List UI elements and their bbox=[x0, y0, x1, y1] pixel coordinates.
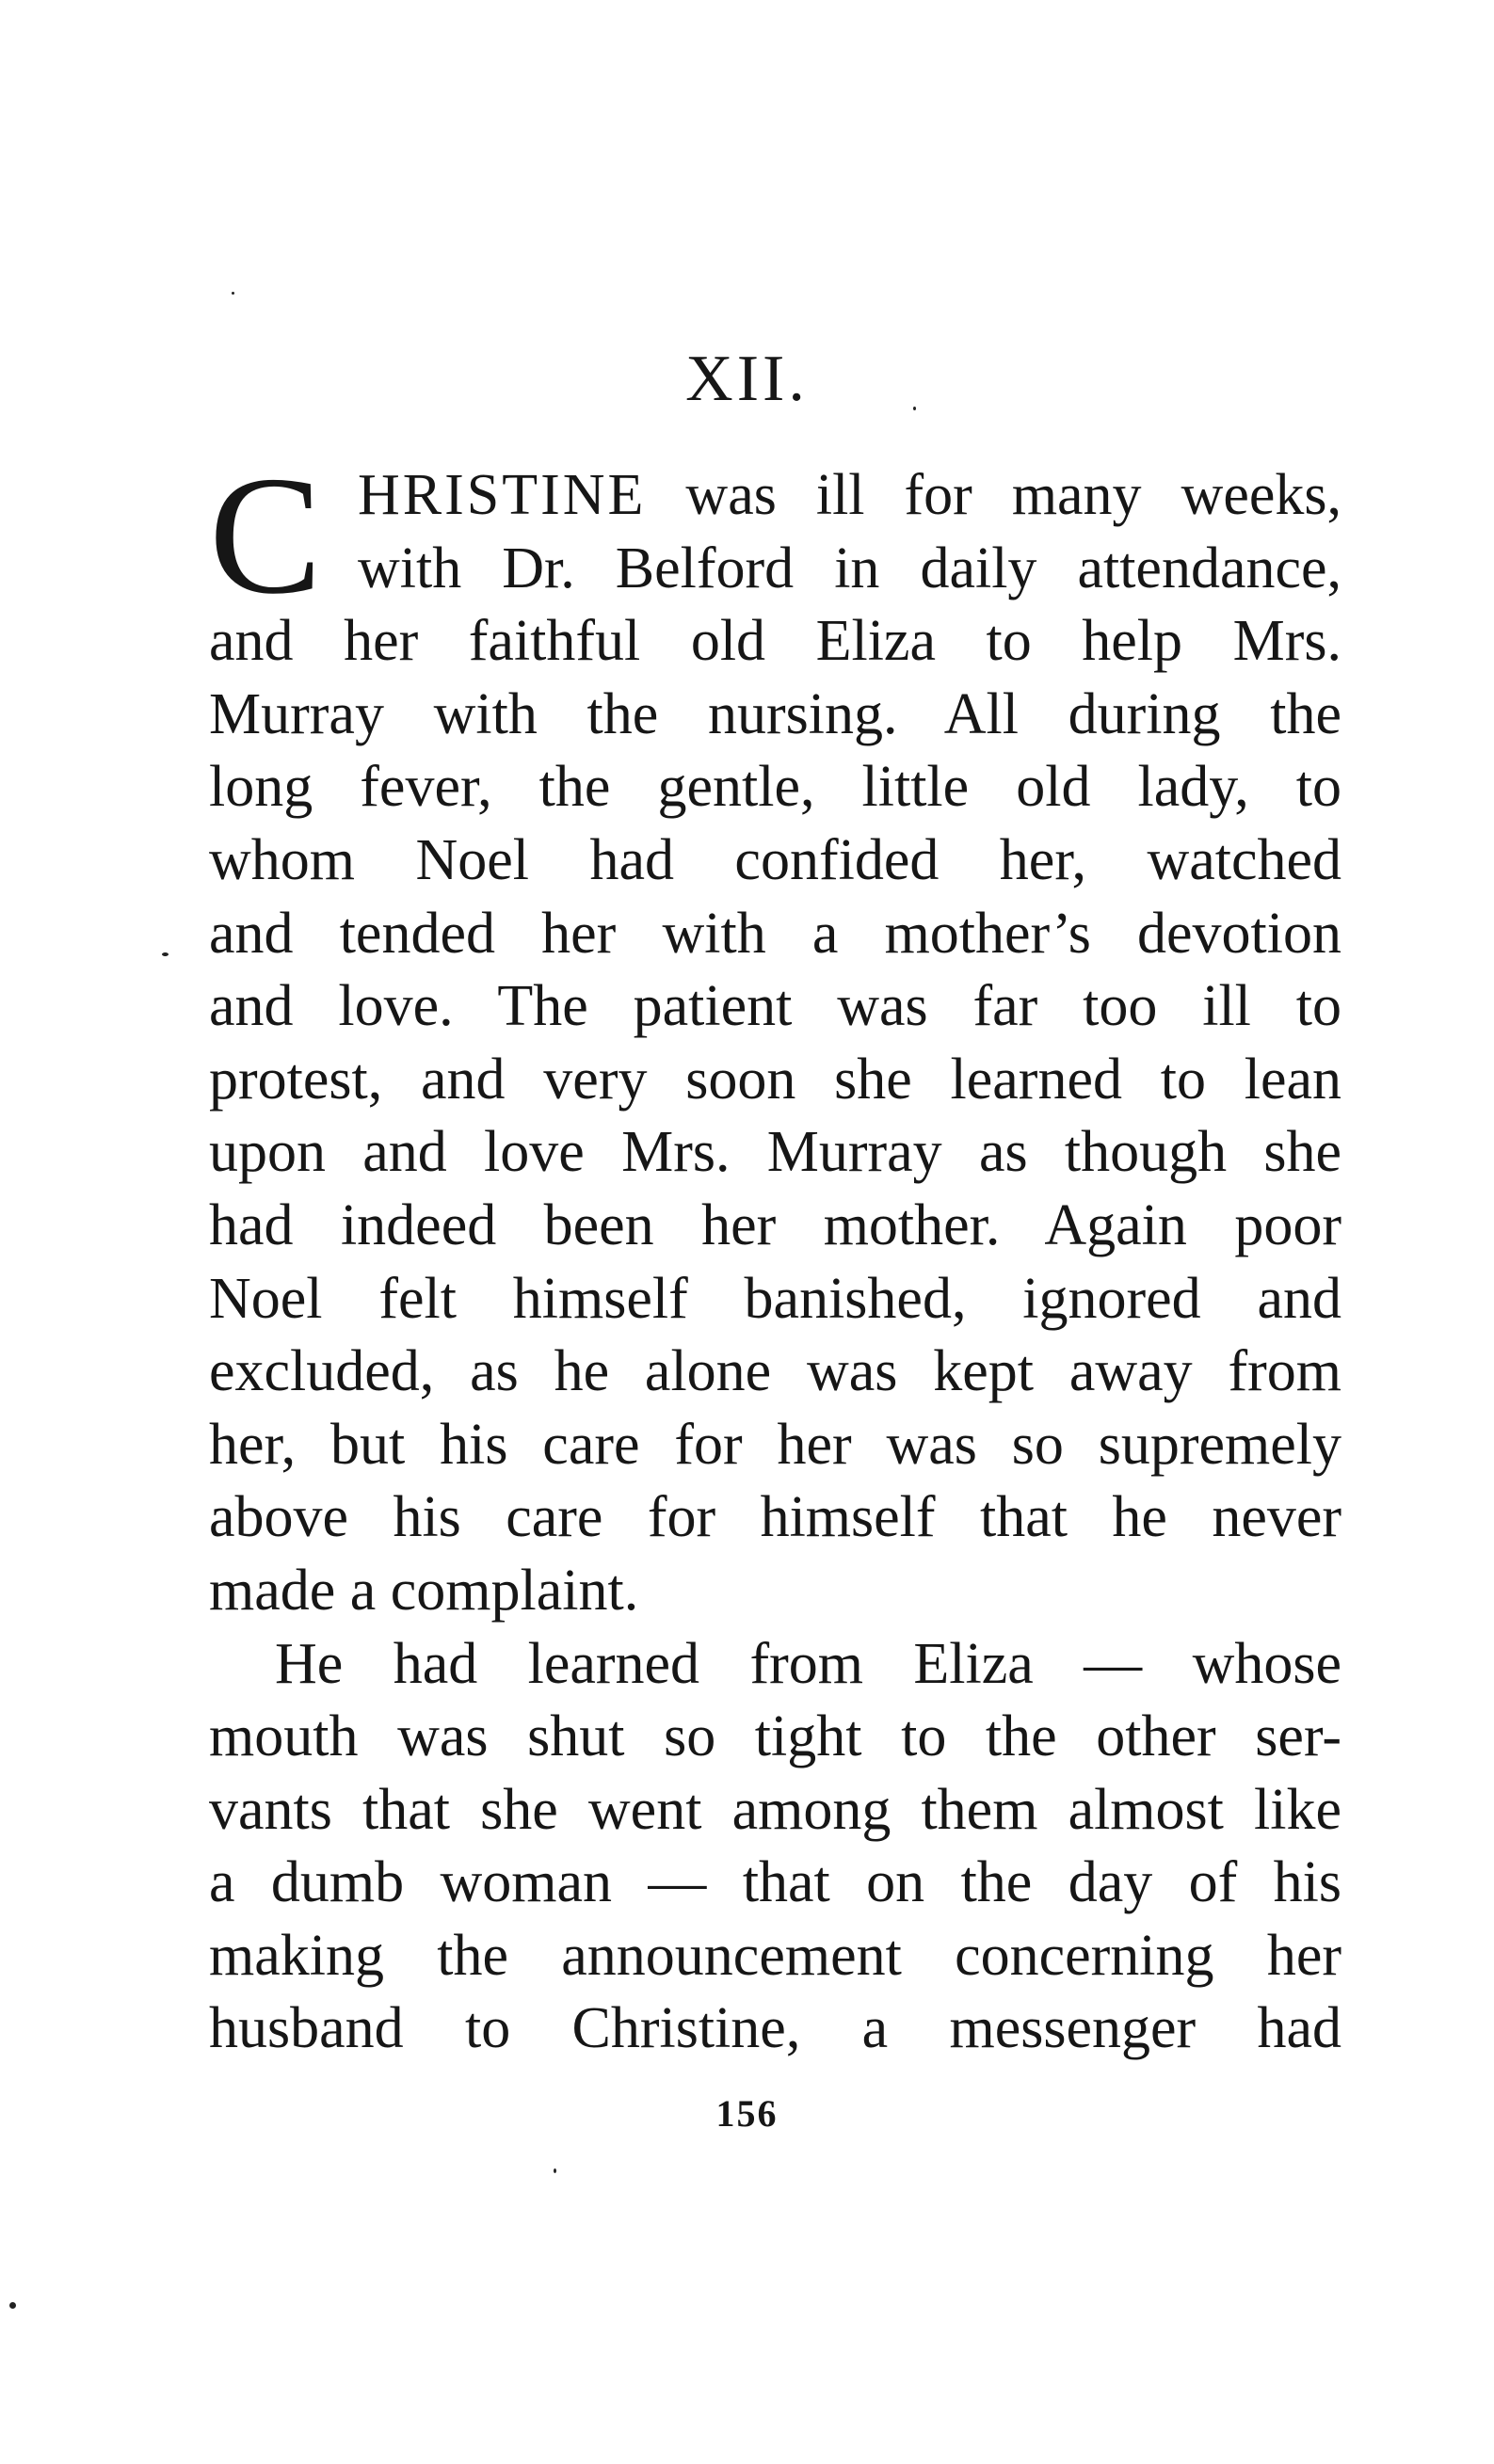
text-line: above his care for himself that he never bbox=[209, 1485, 1341, 1550]
text-line: excluded, as he alone was kept away from bbox=[209, 1339, 1341, 1404]
text-line bbox=[209, 459, 1341, 533]
text-line: and tended her with a mother’s devotion bbox=[209, 901, 1341, 966]
text-line: had indeed been her mother. Again poor bbox=[209, 1192, 1341, 1257]
scan-speck bbox=[913, 407, 916, 410]
text-line: whom Noel had confided her, watched bbox=[209, 827, 1341, 892]
text-line: protest, and very soon she learned to lean bbox=[209, 1047, 1341, 1112]
chapter-heading: XII. bbox=[685, 343, 809, 415]
drop-cap: C bbox=[209, 441, 323, 629]
scan-speck bbox=[9, 2302, 16, 2309]
text-line: mouth was shut so tight to the other ser- bbox=[209, 1704, 1341, 1769]
lead-word: HRISTINE bbox=[358, 463, 647, 527]
text-line: vants that she went among them almost like bbox=[209, 1777, 1341, 1842]
text-line: her, but his care for her was so supremely bbox=[209, 1412, 1341, 1477]
text-line: and love. The patient was far too ill to bbox=[209, 974, 1341, 1039]
text-line: He had learned from Eliza — whose bbox=[275, 1631, 1341, 1696]
text-line: with Dr. Belford in daily attendance, bbox=[358, 536, 1341, 600]
text-line: Noel felt himself banished, ignored and bbox=[209, 1266, 1341, 1331]
text-line-content: was ill for many weeks, bbox=[646, 463, 1341, 527]
text-line: and her faithful old Eliza to help Mrs. bbox=[209, 609, 1341, 674]
text-line: Murray with the nursing. All during the bbox=[209, 681, 1341, 746]
scan-speck bbox=[554, 2168, 556, 2173]
scan-speck bbox=[162, 952, 169, 956]
text-line: husband to Christine, a messenger had bbox=[209, 1996, 1341, 2061]
text-line: making the announcement concerning her bbox=[209, 1923, 1341, 1988]
text-line: made a complaint. bbox=[209, 1558, 639, 1623]
scan-speck bbox=[232, 292, 234, 295]
text-line: a dumb woman — that on the day of his bbox=[209, 1850, 1341, 1915]
page-number: 156 bbox=[715, 2092, 779, 2135]
body-text bbox=[209, 441, 1341, 2066]
text-line: upon and love Mrs. Murray as though she bbox=[209, 1120, 1341, 1185]
text-line: long fever, the gentle, little old lady, to bbox=[209, 755, 1341, 820]
